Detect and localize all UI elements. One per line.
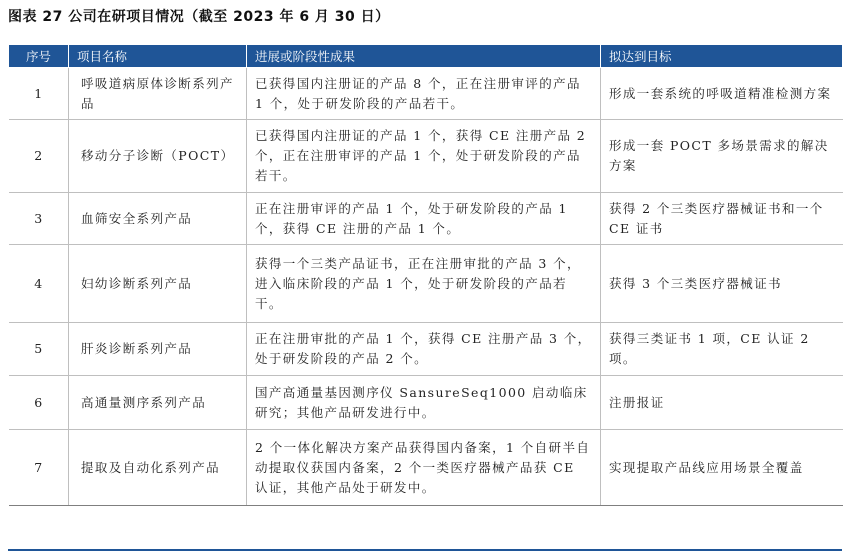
table-header-row — [9, 45, 843, 68]
footer-divider — [8, 549, 842, 551]
row-no: 2 — [9, 120, 69, 193]
row-goal: 注册报证 — [601, 376, 843, 430]
table-row — [9, 323, 843, 376]
header-project-name: 项目名称 — [69, 45, 247, 68]
row-no: 6 — [9, 376, 69, 430]
row-goal: 形成一套 POCT 多场景需求的解决方案 — [601, 120, 843, 193]
row-goal: 实现提取产品线应用场景全覆盖 — [601, 430, 843, 506]
table-row — [9, 430, 843, 506]
table-row — [9, 245, 843, 323]
table-caption: 图表 27 公司在研项目情况（截至 2023 年 6 月 30 日） — [8, 9, 390, 25]
header-goal: 拟达到目标 — [601, 45, 843, 68]
row-no: 7 — [9, 430, 69, 506]
row-no: 3 — [9, 193, 69, 245]
table-row — [9, 120, 843, 193]
row-goal: 形成一套系统的呼吸道精准检测方案 — [601, 68, 843, 120]
header-progress: 进展或阶段性成果 — [247, 45, 601, 68]
header-no: 序号 — [9, 45, 69, 68]
row-progress: 已获得国内注册证的产品 8 个，正在注册审评的产品 1 个，处于研发阶段的产品若干。 — [247, 68, 601, 120]
row-progress: 已获得国内注册证的产品 1 个，获得 CE 注册产品 2 个，正在注册审评的产品 1 个，处于研发阶段的产品若干。 — [247, 120, 601, 193]
row-project-name: 提取及自动化系列产品 — [69, 430, 247, 506]
row-no: 1 — [9, 68, 69, 120]
row-progress: 国产高通量基因测序仪 SansureSeq1000 启动临床研究；其他产品研发进行中。 — [247, 376, 601, 430]
row-progress: 正在注册审批的产品 1 个，获得 CE 注册产品 3 个，处于研发阶段的产品 2 个。 — [247, 323, 601, 376]
row-project-name: 血筛安全系列产品 — [69, 193, 247, 245]
research-projects-table — [8, 44, 843, 506]
row-project-name: 肝炎诊断系列产品 — [69, 323, 247, 376]
table-row — [9, 68, 843, 120]
row-progress: 正在注册审评的产品 1 个，处于研发阶段的产品 1 个，获得 CE 注册的产品 1 个。 — [247, 193, 601, 245]
row-project-name: 移动分子诊断（POCT） — [69, 120, 247, 193]
row-goal: 获得 3 个三类医疗器械证书 — [601, 245, 843, 323]
row-project-name: 高通量测序系列产品 — [69, 376, 247, 430]
row-progress: 2 个一体化解决方案产品获得国内备案，1 个自研半自动提取仪获国内备案，2 个一类医疗器械产品获 CE 认证，其他产品处于研发中。 — [247, 430, 601, 506]
row-no: 4 — [9, 245, 69, 323]
row-project-name: 妇幼诊断系列产品 — [69, 245, 247, 323]
row-goal: 获得三类证书 1 项，CE 认证 2 项。 — [601, 323, 843, 376]
table-row — [9, 376, 843, 430]
row-goal: 获得 2 个三类医疗器械证书和一个 CE 证书 — [601, 193, 843, 245]
row-progress: 获得一个三类产品证书，正在注册审批的产品 3 个，进入临床阶段的产品 1 个，处于研发阶段的产品若干。 — [247, 245, 601, 323]
row-project-name: 呼吸道病原体诊断系列产品 — [69, 68, 247, 120]
table-row — [9, 193, 843, 245]
row-no: 5 — [9, 323, 69, 376]
